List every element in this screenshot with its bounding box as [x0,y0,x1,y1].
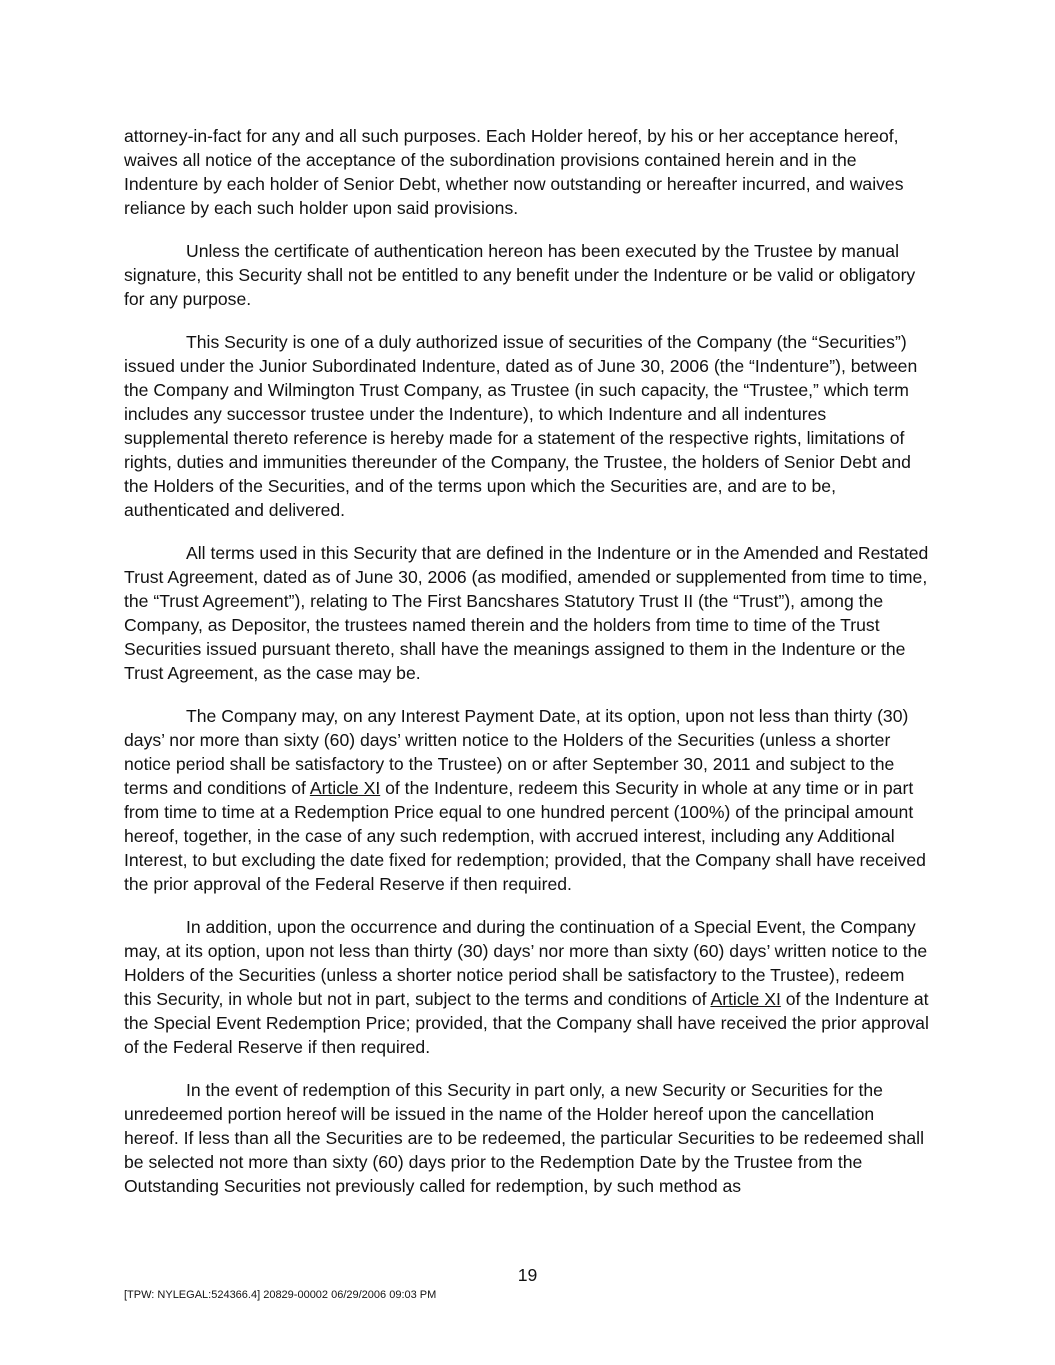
paragraph-partial-redemption: In the event of redemption of this Security in part only, a new Security or Securities for the unredeemed portion hereof will be issued in the name of the Holder hereof upon the cancellation hereof. If less than all the Securities are to be redeemed, the particular Securities to be redeemed shall be selected not more than sixty (60) days prior to the Redemption Date by the Trustee from the Outstanding Securities not previously called for redemption, by such method as [124,1080,924,1196]
page-number: 19 [517,1265,538,1285]
optional-redemption-text-start: The Company may, on any Interest Payment Date, at its option, upon not less than thirty (30) days’ nor more than sixty (60) days’ written notice to the Holders of the Securities (unless a shorter notice period shall be satisfactory to the Trustee) on or after September 30, 2011 and subject to the terms and conditions of [124,706,909,798]
article-xi-reference: Article XI [710,989,781,1009]
paragraph-defined-terms: All terms used in this Security that are defined in the Indenture or in the Amended and Restated Trust Agreement, dated as of June 30, 2006 (as modified, amended or supplemented from time to time, the “Trust Agreement”), relating to The First Bancshares Statutory Trust II (the “Trust”), among the Company, as Depositor, the trustees named therein and the holders from time to time of the Trust Securities issued pursuant thereto, shall have the meanings assigned to them in the Indenture or the Trust Agreement, as the case may be. [124,543,929,683]
special-event-text-start: In addition, upon the occurrence and during the continuation of a Special Event, the Company may, at its option, upon not less than thirty (30) days’ nor more than sixty (60) days’ written notice to the Holders of the Securities (unless a shorter notice period shall be satisfactory to the Trustee), redeem this Security, in whole but not in part, subject to the terms and conditions of [124,917,928,1009]
paragraph-optional-redemption [124,704,932,896]
paragraph-securities-issue: This Security is one of a duly authorized issue of securities of the Company (the “Securities”) issued under the Junior Subordinated Indenture, dated as of June 30, 2006 (the “Indenture”), between the Company and Wilmington Trust Company, as Trustee (in such capacity, the “Trustee,” which term includes any successor trustee under the Indenture), to which Indenture and all indentures supplemental thereto reference is hereby made for a statement of the respective rights, limitations of rights, duties and immunities thereunder of the Company, the Trustee, the holders of Senior Debt and the Holders of the Securities, and of the terms upon which the Securities are, and are to be, authenticated and delivered. [124,332,918,520]
paragraph-authentication: Unless the certificate of authentication hereon has been executed by the Trustee by manual signature, this Security shall not be entitled to any benefit under the Indenture or be valid or obligatory for any purpose. [124,241,916,309]
document-footer-id: [TPW: NYLEGAL:524366.4] 20829-00002 06/29/2006 09:03 PM [124,1289,437,1301]
article-xi-reference: Article XI [309,778,381,798]
document-body [124,124,932,1217]
paragraph-subordination-waiver: attorney-in-fact for any and all such purposes. Each Holder hereof, by his or her acceptance hereof, waives all notice of the acceptance of the subordination provisions contained herein and in the Indenture by each holder of Senior Debt, whether now outstanding or hereafter incurred, and waives reliance by each such holder upon said provisions. [124,126,904,218]
paragraph-special-event-redemption [124,915,932,1059]
optional-redemption-text-end: of the Indenture, redeem this Security in whole at any time or in part from time to time at a Redemption Price equal to one hundred percent (100%) of the principal amount hereof, together, in the case of any such redemption, with accrued interest, including any Additional Interest, to but excluding the date fixed for redemption; provided, that the Company shall have received the prior approval of the Federal Reserve if then required. [124,778,926,894]
special-event-text-end: of the Indenture at the Special Event Redemption Price; provided, that the Company shall have received the prior approval of the Federal Reserve if then required. [124,989,929,1057]
